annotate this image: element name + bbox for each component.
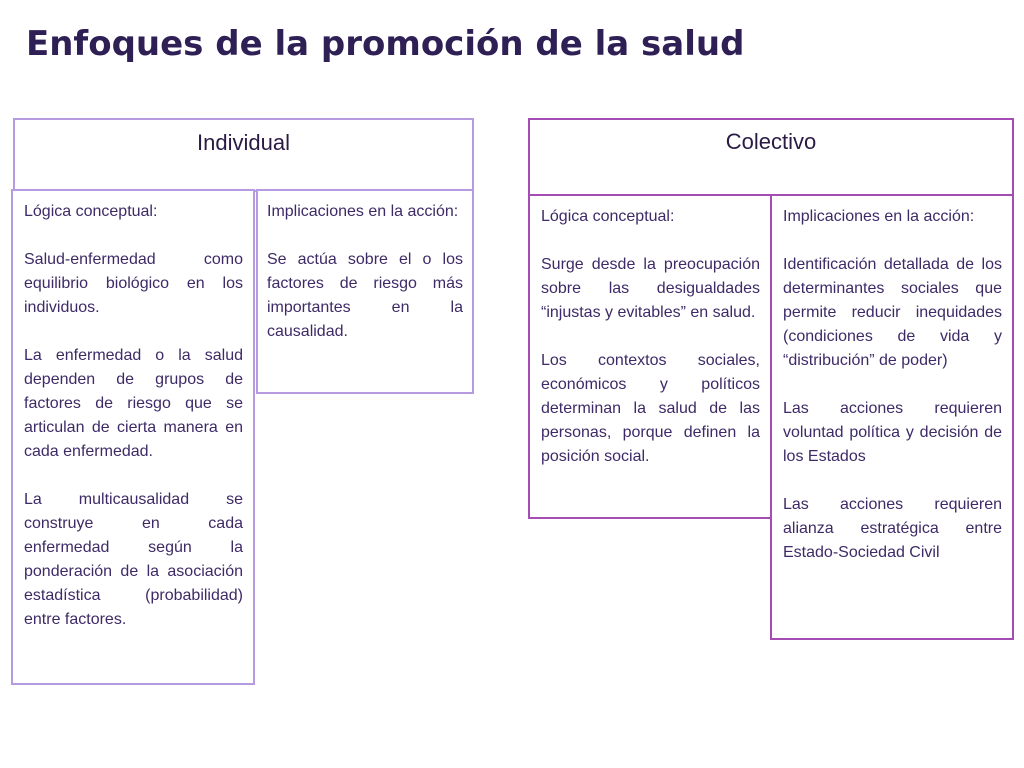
individual-header: Individual <box>197 130 290 155</box>
colectivo-implicaciones-content <box>772 205 1012 565</box>
individual-logica-paragraph: La multicausalidad se construye en cada enfermedad según la ponderación de la asociación estadística (probabilidad) entre factores. <box>24 491 243 628</box>
individual-logica-paragraph: La enfermedad o la salud dependen de grupos de factores de riesgo que se articulan de cierta manera en cada enfermedad. <box>24 347 243 460</box>
individual-header-box <box>13 118 474 192</box>
individual-logica-box <box>11 189 255 685</box>
colectivo-logica-heading: Lógica conceptual: <box>541 208 675 225</box>
individual-logica-heading: Lógica conceptual: <box>24 203 158 220</box>
individual-implicaciones-heading: Implicaciones en la acción: <box>267 203 459 220</box>
colectivo-implicaciones-heading: Implicaciones en la acción: <box>783 208 975 225</box>
colectivo-logica-paragraph: Surge desde la preocupación sobre las desigualdades “injustas y evitables” en salud. <box>541 256 760 321</box>
individual-implicaciones-paragraph: Se actúa sobre el o los factores de riesgo más importantes en la causalidad. <box>267 251 463 340</box>
colectivo-logica-content <box>530 205 770 469</box>
individual-implicaciones-box <box>256 189 474 394</box>
colectivo-logica-box <box>528 194 772 519</box>
page-title: Enfoques de la promoción de la salud <box>26 24 745 64</box>
individual-implicaciones-content <box>258 200 472 344</box>
individual-logica-paragraph: Salud-enfermedad como equilibrio biológico en los individuos. <box>24 251 243 316</box>
colectivo-header-box <box>528 118 1014 196</box>
colectivo-logica-paragraph: Los contextos sociales, económicos y políticos determinan la salud de las personas, porque definen la posición social. <box>541 352 760 465</box>
colectivo-header: Colectivo <box>725 129 817 154</box>
colectivo-implicaciones-paragraph: Las acciones requieren alianza estratégica entre Estado-Sociedad Civil <box>783 496 1002 561</box>
colectivo-implicaciones-paragraph: Las acciones requieren voluntad política y decisión de los Estados <box>783 400 1002 465</box>
individual-logica-content <box>13 200 253 632</box>
colectivo-implicaciones-box <box>770 194 1014 640</box>
colectivo-implicaciones-paragraph: Identificación detallada de los determinantes sociales que permite reducir inequidades (condiciones de vida y “distribución” de poder) <box>783 256 1002 369</box>
